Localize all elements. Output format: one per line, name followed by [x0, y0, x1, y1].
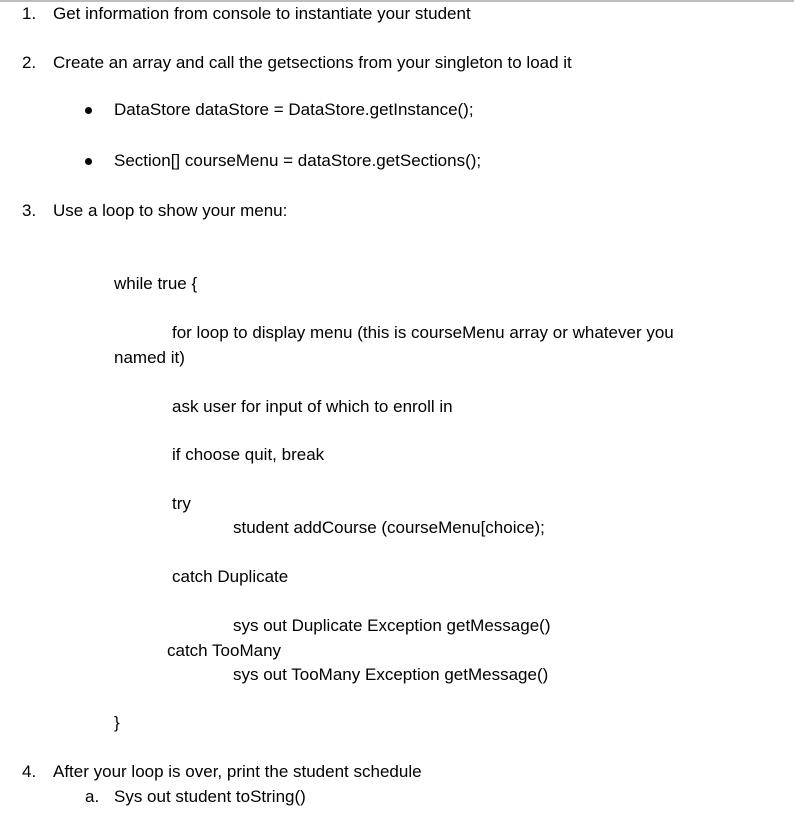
bullet-1-text: DataStore dataStore = DataStore.getInstance(); [114, 100, 474, 119]
code-sysout-toomany: sys out TooMany Exception getMessage() [233, 665, 549, 684]
bullet-1-dot-icon [85, 107, 92, 114]
code-if-quit: if choose quit, break [172, 445, 325, 464]
code-close-brace: } [114, 713, 120, 732]
code-catch-duplicate: catch Duplicate [172, 567, 289, 586]
item-3-number: 3. [22, 201, 37, 220]
bullet-2-text: Section[] courseMenu = dataStore.getSections(); [114, 151, 482, 170]
code-catch-toomany: catch TooMany [167, 641, 282, 660]
item-2-number: 2. [22, 53, 37, 72]
item-4-number: 4. [22, 762, 37, 781]
item-4-text: After your loop is over, print the student schedule [53, 762, 422, 781]
item-3-text: Use a loop to show your menu: [53, 201, 288, 220]
bullet-2-dot-icon [85, 158, 92, 165]
top-border-line [0, 0, 794, 2]
code-sysout-duplicate: sys out Duplicate Exception getMessage() [233, 616, 551, 635]
code-try: try [172, 494, 191, 513]
code-while-open: while true { [114, 274, 198, 293]
code-for-loop-line-2: named it) [114, 348, 185, 367]
code-for-loop-line-1: for loop to display menu (this is courseMenu array or whatever you [172, 323, 674, 342]
item-2-text: Create an array and call the getsections from your singleton to load it [53, 53, 572, 72]
item-1-number: 1. [22, 4, 37, 23]
code-add-course: student addCourse (courseMenu[choice); [233, 518, 545, 537]
subitem-a-text: Sys out student toString() [114, 787, 306, 806]
code-ask-input: ask user for input of which to enroll in [172, 397, 453, 416]
item-1-text: Get information from console to instantiate your student [53, 4, 471, 23]
subitem-a-letter: a. [85, 787, 100, 806]
